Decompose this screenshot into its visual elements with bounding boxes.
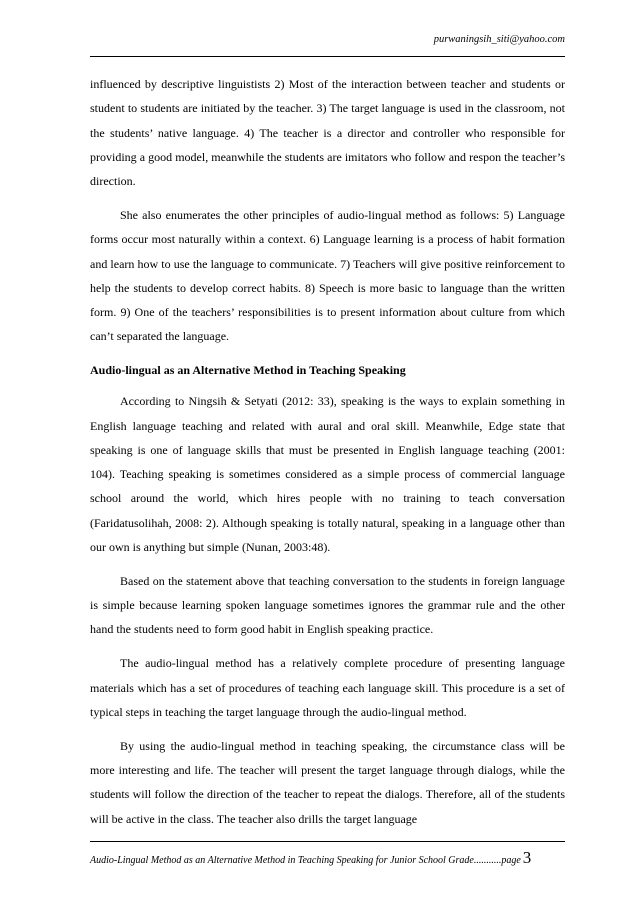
paragraph-statement: Based on the statement above that teaching conversation to the students in foreign language is simple because learning spoken language sometimes ignores the grammar rule and the other hand the students need to form good habit in English speaking practice.: [90, 573, 565, 637]
paragraph-definition: According to Ningsih & Setyati (2012: 33), speaking is the ways to explain something in English language teaching and related with aural and oral skill. Meanwhile, Edge state that speaking is one of language skills that must be presented in English language teaching (2001: 104). Teaching speaking is sometimes considered as a simple process of commercial language school around the world, which hires people with no training to teach conversation (Faridatusolihah, 2008: 2). Although speaking is totally natural, speaking in a language other than our own is anything but simple (Nunan, 2003:48).: [90, 394, 565, 555]
paragraph-continuation: influenced by descriptive linguistists 2) Most of the interaction between teacher and students or student to students are initiated by the teacher. 3) The target language is used in the classroom, not the students’ native language. 4) The teacher is a director and controller who responsible for providing a good model, meanwhile the students are imitators who follow and respon the teacher’s direction.: [90, 77, 565, 189]
header-divider: [90, 56, 565, 57]
header-email: purwaningsih_siti@yahoo.com: [433, 34, 565, 45]
footer-divider: [90, 841, 565, 842]
section-heading: Audio-lingual as an Alternative Method in Teaching Speaking: [90, 363, 406, 378]
paragraph-usage: By using the audio-lingual method in teaching speaking, the circumstance class will be more interesting and life. The teacher will present the target language through dialogs, while the students will follow the direction of the teacher to repeat the dialogs. Therefore, all of the students will be active in the class. The teacher also drills the target language: [90, 738, 565, 826]
page-number: 3: [522, 848, 532, 867]
page-body: [90, 72, 565, 840]
paragraph-principles: She also enumerates the other principles of audio-lingual method as follows: 5) Language forms occur most naturally within a context. 6) Language learning is a process of habit formation and learn how to use the language to communicate. 7) Teachers will give positive reinforcement to help the students to develop correct habits. 8) Speech is more basic to language than the written form. 9) One of the teachers’ responsibilities is to present information about culture from which can’t separated the language.: [90, 207, 565, 344]
footer-title: Audio-Lingual Method as an Alternative Method in Teaching Speaking for Junior School Grade...........page: [90, 855, 521, 866]
paragraph-procedure: The audio-lingual method has a relatively complete procedure of presenting language materials which has a set of procedures of teaching each language skill. This procedure is a set of typical steps in teaching the target language through the audio-lingual method.: [90, 656, 565, 719]
page-footer: [90, 848, 565, 868]
